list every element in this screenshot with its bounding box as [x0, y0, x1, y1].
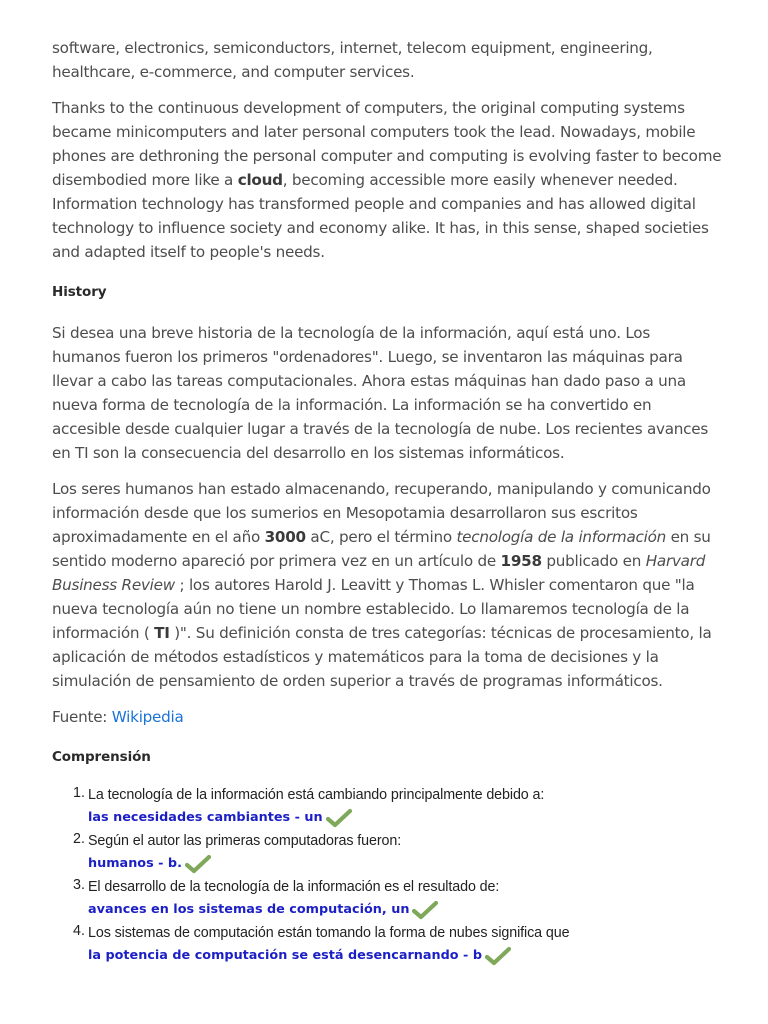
intro-text: , becoming accessible more easily whenever needed. Information technology has transformed people and companies and has allowed digital technology to influence society and economy alike. It has, in this sense, shaped societies and adapted itself to people's needs. — [52, 171, 709, 261]
quiz-item — [52, 923, 722, 969]
checkmark-icon — [326, 808, 352, 828]
history-heading: History — [52, 284, 107, 300]
wikipedia-link[interactable]: Wikipedia — [111, 708, 184, 726]
history-text: ; los autores Harold J. Leavitt y Thomas L. Whisler comentaron que "la nueva tecnología aún no tiene un nombre establecido. Lo llamaremos tecnología de la información ( — [52, 576, 695, 642]
history-text: aC, pero el término — [305, 528, 457, 546]
comprehension-heading: Comprensión — [52, 749, 151, 765]
quiz-question: La tecnología de la información está cambiando principalmente debido a: — [88, 787, 545, 803]
history-paragraph-1: Si desea una breve historia de la tecnología de la información, aquí está uno. Los humanos fueron los primeros "ordenadores". Luego, se inventaron las máquinas para llevar a cabo las tareas computacionales. Ahora estas máquinas han dado paso a una nueva forma de tecnología de la información. La información se ha convertido en accesible desde cualquier lugar a través de la tecnología de nube. Los recientes avances en TI son la consecuencia del desarrollo en los sistemas informáticos. — [52, 324, 709, 462]
history-italic-journal: Harvard Business Review — [52, 552, 706, 594]
quiz-answer — [88, 805, 722, 831]
quiz-question: Según el autor las primeras computadoras fueron: — [88, 833, 402, 849]
history-bold-year: 1958 — [500, 552, 542, 570]
quiz-answer-text: las necesidades cambiantes - un — [88, 810, 323, 825]
intro-paragraph-1: software, electronics, semiconductors, internet, telecom equipment, engineering, healthcare, e-commerce, and computer services. — [52, 39, 653, 81]
quiz-item — [52, 831, 722, 877]
quiz-question: Los sistemas de computación están tomando la forma de nubes significa que — [88, 925, 570, 941]
history-text: en su sentido moderno apareció por primera vez en un artículo de — [52, 528, 711, 570]
quiz-question: El desarrollo de la tecnología de la información es el resultado de: — [88, 879, 500, 895]
quiz-answer-text: avances en los sistemas de computación, un — [88, 902, 410, 917]
quiz-item-number: 1. — [73, 785, 85, 801]
quiz-item-number: 4. — [73, 923, 85, 939]
checkmark-icon — [412, 900, 438, 920]
history-bold-year: 3000 — [264, 528, 306, 546]
comprehension-list — [52, 785, 722, 969]
intro-paragraph-2 — [52, 96, 722, 264]
quiz-item-number: 3. — [73, 877, 85, 893]
history-text: )". Su definición consta de tres categorías: técnicas de procesamiento, la aplicación de métodos estadísticos y matemáticos para la toma de decisiones y la simulación de pensamiento de orden superior a través de programas informáticos. — [52, 624, 712, 690]
quiz-answer — [88, 897, 722, 923]
quiz-item — [52, 785, 722, 831]
quiz-answer — [88, 943, 722, 969]
quiz-item-number: 2. — [73, 831, 85, 847]
source-label: Fuente: — [52, 708, 112, 726]
intro-text: Thanks to the continuous development of computers, the original computing systems became minicomputers and later personal computers took the lead. Nowadays, mobile phones are dethroning the personal computer and computing is evolving faster to become disembodied more like a — [52, 99, 722, 189]
history-bold-ti: TI — [154, 624, 170, 642]
quiz-answer — [88, 851, 722, 877]
source-line — [52, 705, 722, 729]
checkmark-icon — [185, 854, 211, 874]
checkmark-icon — [485, 946, 511, 966]
quiz-item — [52, 877, 722, 923]
article-content — [52, 36, 722, 969]
history-italic-term: tecnología de la información — [456, 528, 667, 546]
history-paragraph-2 — [52, 477, 722, 693]
history-text: publicado en — [541, 552, 646, 570]
intro-bold-cloud: cloud — [237, 171, 283, 189]
quiz-answer-text: humanos - b. — [88, 856, 182, 871]
history-text: Los seres humanos han estado almacenando, recuperando, manipulando y comunicando información desde que los sumerios en Mesopotamia desarrollaron sus escritos aproximadamente en el año — [52, 480, 711, 546]
quiz-answer-text: la potencia de computación se está desencarnando - b — [88, 948, 482, 963]
